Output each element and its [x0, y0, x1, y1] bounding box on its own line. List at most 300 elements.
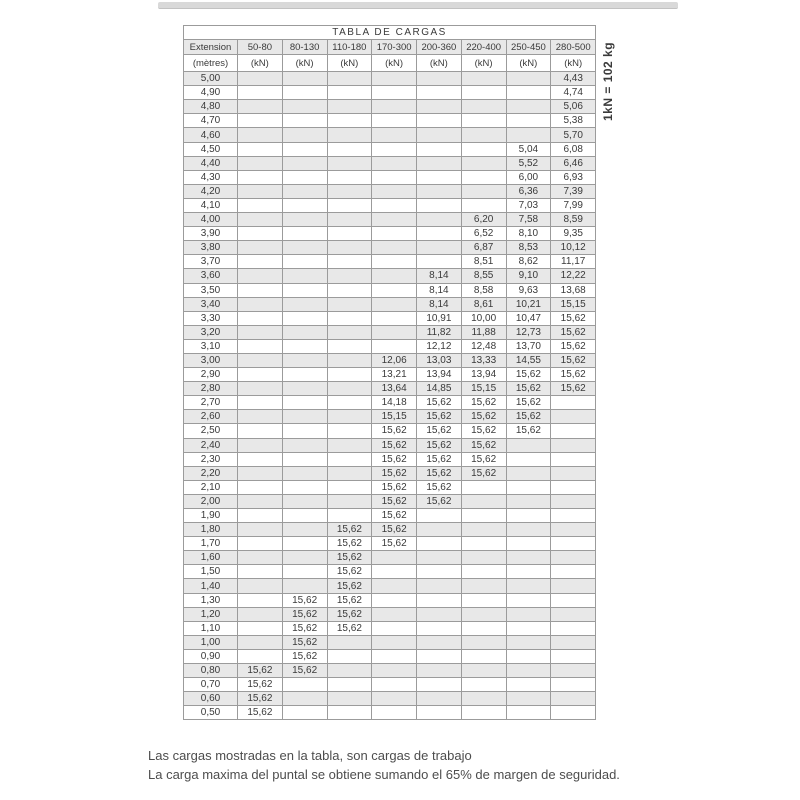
extension-cell: 2,50	[184, 424, 238, 438]
load-cell	[327, 128, 372, 142]
load-cell: 4,43	[551, 72, 596, 86]
extension-cell: 3,00	[184, 353, 238, 367]
table-row	[184, 607, 596, 621]
extension-cell: 1,20	[184, 607, 238, 621]
load-cell: 6,20	[461, 213, 506, 227]
load-cell	[372, 198, 417, 212]
extension-cell: 3,30	[184, 311, 238, 325]
load-cell: 15,62	[327, 565, 372, 579]
load-cell: 15,62	[506, 382, 551, 396]
load-cell: 8,61	[461, 297, 506, 311]
extension-cell: 1,10	[184, 621, 238, 635]
load-cell	[282, 128, 327, 142]
load-cell	[461, 551, 506, 565]
load-cell: 13,21	[372, 368, 417, 382]
load-cell	[417, 706, 462, 720]
extension-cell: 3,90	[184, 227, 238, 241]
load-cell: 8,58	[461, 283, 506, 297]
load-cell	[282, 466, 327, 480]
load-cell	[372, 142, 417, 156]
load-cell	[238, 297, 283, 311]
footnote-line-1: Las cargas mostradas en la tabla, son cargas de trabajo	[148, 748, 472, 763]
load-cell	[372, 297, 417, 311]
table-row	[184, 523, 596, 537]
load-table	[183, 25, 596, 720]
table-row	[184, 368, 596, 382]
load-cell	[461, 72, 506, 86]
extension-cell: 3,70	[184, 255, 238, 269]
load-cell: 8,53	[506, 241, 551, 255]
extension-cell: 4,40	[184, 156, 238, 170]
load-cell	[238, 368, 283, 382]
load-cell	[238, 593, 283, 607]
extension-cell: 1,60	[184, 551, 238, 565]
load-cell: 15,62	[551, 382, 596, 396]
header-extension: Extension	[184, 40, 238, 55]
table-row	[184, 156, 596, 170]
load-cell: 4,74	[551, 86, 596, 100]
load-cell	[461, 678, 506, 692]
load-cell	[327, 649, 372, 663]
table-row	[184, 579, 596, 593]
load-cell	[417, 170, 462, 184]
load-cell	[282, 311, 327, 325]
load-cell	[282, 353, 327, 367]
load-cell: 8,14	[417, 283, 462, 297]
load-cell	[238, 551, 283, 565]
load-cell: 15,62	[372, 523, 417, 537]
load-cell	[238, 480, 283, 494]
extension-cell: 1,50	[184, 565, 238, 579]
load-cell: 15,62	[506, 410, 551, 424]
load-cell	[417, 593, 462, 607]
load-cell	[372, 635, 417, 649]
load-cell	[506, 509, 551, 523]
load-cell	[461, 170, 506, 184]
load-cell	[238, 114, 283, 128]
extension-cell: 5,00	[184, 72, 238, 86]
load-cell	[238, 353, 283, 367]
load-cell: 15,62	[506, 396, 551, 410]
load-cell	[372, 213, 417, 227]
load-cell	[461, 480, 506, 494]
load-cell: 12,22	[551, 269, 596, 283]
load-cell	[282, 339, 327, 353]
footnote-line-2: La carga maxima del puntal se obtiene sumando el 65% de margen de seguridad.	[148, 767, 620, 782]
header-unit: (kN)	[327, 55, 372, 72]
load-cell	[282, 100, 327, 114]
table-row	[184, 438, 596, 452]
load-cell: 6,52	[461, 227, 506, 241]
load-cell: 13,03	[417, 353, 462, 367]
load-cell	[282, 283, 327, 297]
load-cell	[417, 72, 462, 86]
extension-cell: 4,30	[184, 170, 238, 184]
load-cell	[506, 621, 551, 635]
extension-cell: 4,70	[184, 114, 238, 128]
footnotes	[148, 746, 620, 784]
load-cell: 15,62	[372, 452, 417, 466]
load-cell	[372, 325, 417, 339]
table-row	[184, 283, 596, 297]
extension-cell: 2,20	[184, 466, 238, 480]
extension-cell: 2,70	[184, 396, 238, 410]
load-cell	[327, 227, 372, 241]
load-cell	[461, 100, 506, 114]
load-cell	[551, 410, 596, 424]
load-cell	[327, 114, 372, 128]
load-cell	[506, 537, 551, 551]
extension-cell: 0,80	[184, 664, 238, 678]
load-cell	[282, 255, 327, 269]
load-cell: 13,68	[551, 283, 596, 297]
extension-cell: 3,40	[184, 297, 238, 311]
load-cell: 15,62	[372, 537, 417, 551]
load-cell	[327, 170, 372, 184]
load-cell	[282, 72, 327, 86]
load-cell	[417, 523, 462, 537]
load-cell	[282, 156, 327, 170]
load-cell: 15,62	[327, 607, 372, 621]
load-cell: 8,51	[461, 255, 506, 269]
table-row	[184, 424, 596, 438]
load-cell	[551, 452, 596, 466]
load-cell: 15,15	[551, 297, 596, 311]
load-cell: 7,39	[551, 184, 596, 198]
table-title-row	[184, 26, 596, 40]
load-cell	[506, 649, 551, 663]
load-cell	[506, 607, 551, 621]
extension-cell: 2,30	[184, 452, 238, 466]
load-cell	[417, 114, 462, 128]
load-cell: 15,15	[461, 382, 506, 396]
load-cell	[327, 438, 372, 452]
load-cell	[372, 551, 417, 565]
load-cell	[506, 593, 551, 607]
table-row	[184, 170, 596, 184]
load-cell: 15,62	[551, 325, 596, 339]
load-cell	[551, 621, 596, 635]
load-cell	[372, 128, 417, 142]
load-cell	[417, 565, 462, 579]
extension-cell: 4,90	[184, 86, 238, 100]
extension-cell: 2,10	[184, 480, 238, 494]
load-cell	[551, 593, 596, 607]
load-cell	[372, 255, 417, 269]
load-cell	[461, 494, 506, 508]
header-range: 220-400	[461, 40, 506, 55]
load-cell: 8,14	[417, 269, 462, 283]
load-cell	[372, 227, 417, 241]
extension-cell: 0,90	[184, 649, 238, 663]
load-cell: 13,94	[417, 368, 462, 382]
load-cell: 15,62	[327, 593, 372, 607]
load-cell	[238, 86, 283, 100]
load-cell: 5,38	[551, 114, 596, 128]
load-cell: 15,62	[461, 438, 506, 452]
header-unit: (kN)	[417, 55, 462, 72]
load-cell	[506, 678, 551, 692]
load-cell	[327, 635, 372, 649]
load-cell: 15,62	[327, 579, 372, 593]
load-cell	[372, 565, 417, 579]
load-cell: 6,87	[461, 241, 506, 255]
table-row	[184, 297, 596, 311]
load-cell: 15,62	[461, 396, 506, 410]
load-cell	[461, 537, 506, 551]
header-range: 280-500	[551, 40, 596, 55]
extension-cell: 2,00	[184, 494, 238, 508]
load-cell: 15,62	[461, 424, 506, 438]
load-cell	[372, 241, 417, 255]
load-cell: 5,70	[551, 128, 596, 142]
load-cell	[327, 424, 372, 438]
load-cell	[238, 325, 283, 339]
load-cell	[551, 664, 596, 678]
load-cell	[372, 170, 417, 184]
load-cell	[327, 100, 372, 114]
load-cell	[238, 128, 283, 142]
load-cell	[238, 649, 283, 663]
load-cell	[282, 438, 327, 452]
load-cell	[282, 579, 327, 593]
extension-cell: 4,60	[184, 128, 238, 142]
load-cell	[282, 269, 327, 283]
load-cell	[282, 565, 327, 579]
load-cell	[417, 128, 462, 142]
load-cell	[327, 706, 372, 720]
table-row	[184, 480, 596, 494]
load-cell	[417, 509, 462, 523]
load-cell	[238, 579, 283, 593]
load-cell	[551, 579, 596, 593]
load-cell	[327, 452, 372, 466]
load-cell	[551, 649, 596, 663]
load-cell: 9,63	[506, 283, 551, 297]
load-cell	[238, 410, 283, 424]
load-cell	[238, 523, 283, 537]
load-cell	[238, 100, 283, 114]
load-cell	[417, 255, 462, 269]
table-row	[184, 382, 596, 396]
load-cell	[327, 311, 372, 325]
load-cell: 12,48	[461, 339, 506, 353]
header-unit: (kN)	[238, 55, 283, 72]
load-cell	[461, 86, 506, 100]
load-cell	[282, 410, 327, 424]
load-cell	[238, 339, 283, 353]
load-cell: 8,14	[417, 297, 462, 311]
load-cell: 15,62	[282, 649, 327, 663]
load-cell	[506, 100, 551, 114]
header-row-units	[184, 55, 596, 72]
load-cell: 15,62	[417, 410, 462, 424]
load-cell: 15,62	[372, 509, 417, 523]
load-cell	[506, 86, 551, 100]
load-cell: 15,62	[551, 311, 596, 325]
load-cell: 8,62	[506, 255, 551, 269]
load-cell: 15,62	[372, 438, 417, 452]
load-cell	[282, 86, 327, 100]
load-cell	[551, 565, 596, 579]
load-cell	[461, 198, 506, 212]
load-cell	[551, 692, 596, 706]
load-cell: 15,62	[461, 452, 506, 466]
load-cell	[327, 297, 372, 311]
header-range: 250-450	[506, 40, 551, 55]
load-cell	[417, 678, 462, 692]
load-cell: 12,06	[372, 353, 417, 367]
load-cell	[327, 269, 372, 283]
load-cell	[461, 142, 506, 156]
extension-cell: 3,50	[184, 283, 238, 297]
load-cell: 12,12	[417, 339, 462, 353]
load-table-container	[183, 25, 596, 720]
load-cell	[506, 523, 551, 537]
table-row	[184, 339, 596, 353]
load-cell: 7,99	[551, 198, 596, 212]
load-cell	[238, 452, 283, 466]
load-cell	[238, 466, 283, 480]
header-unit: (kN)	[461, 55, 506, 72]
load-cell: 15,62	[417, 438, 462, 452]
load-cell	[372, 184, 417, 198]
load-cell: 5,04	[506, 142, 551, 156]
load-cell	[372, 706, 417, 720]
load-cell	[238, 382, 283, 396]
load-cell	[372, 283, 417, 297]
load-cell	[282, 382, 327, 396]
table-row	[184, 621, 596, 635]
load-cell	[551, 396, 596, 410]
header-range: 200-360	[417, 40, 462, 55]
load-cell	[372, 269, 417, 283]
load-cell	[282, 184, 327, 198]
load-cell: 15,15	[372, 410, 417, 424]
table-row	[184, 706, 596, 720]
header-row-ranges	[184, 40, 596, 55]
load-cell	[461, 509, 506, 523]
top-divider-bar	[158, 2, 678, 9]
load-cell	[461, 184, 506, 198]
load-cell	[551, 424, 596, 438]
load-cell: 15,62	[238, 706, 283, 720]
load-cell: 10,12	[551, 241, 596, 255]
load-cell: 15,62	[417, 466, 462, 480]
load-cell	[417, 142, 462, 156]
header-unit: (kN)	[282, 55, 327, 72]
load-cell	[506, 635, 551, 649]
load-cell	[327, 664, 372, 678]
table-row	[184, 509, 596, 523]
table-row	[184, 114, 596, 128]
load-cell	[327, 86, 372, 100]
load-cell: 15,62	[417, 396, 462, 410]
load-cell	[417, 579, 462, 593]
extension-cell: 1,00	[184, 635, 238, 649]
table-row	[184, 452, 596, 466]
load-cell	[282, 114, 327, 128]
load-cell: 15,62	[417, 452, 462, 466]
load-cell	[506, 452, 551, 466]
load-cell	[372, 607, 417, 621]
load-cell: 13,33	[461, 353, 506, 367]
load-cell	[238, 438, 283, 452]
table-row	[184, 128, 596, 142]
load-cell	[282, 706, 327, 720]
load-cell: 15,62	[327, 537, 372, 551]
extension-cell: 1,40	[184, 579, 238, 593]
extension-cell: 4,10	[184, 198, 238, 212]
load-cell	[506, 565, 551, 579]
load-cell	[417, 213, 462, 227]
table-row	[184, 142, 596, 156]
load-cell	[238, 509, 283, 523]
load-cell	[238, 227, 283, 241]
load-cell	[417, 100, 462, 114]
load-cell	[506, 114, 551, 128]
load-cell: 6,93	[551, 170, 596, 184]
load-cell	[327, 142, 372, 156]
load-cell	[282, 452, 327, 466]
load-cell: 15,62	[417, 494, 462, 508]
load-cell: 15,62	[551, 339, 596, 353]
header-range: 170-300	[372, 40, 417, 55]
table-row	[184, 325, 596, 339]
load-cell	[551, 537, 596, 551]
load-cell	[372, 311, 417, 325]
load-cell: 15,62	[372, 480, 417, 494]
load-cell	[327, 382, 372, 396]
load-cell	[372, 156, 417, 170]
load-cell	[417, 692, 462, 706]
load-cell	[551, 678, 596, 692]
load-cell	[461, 621, 506, 635]
load-cell: 12,73	[506, 325, 551, 339]
load-cell	[327, 339, 372, 353]
load-cell: 15,62	[551, 368, 596, 382]
load-cell	[282, 692, 327, 706]
table-row	[184, 565, 596, 579]
header-range: 80-130	[282, 40, 327, 55]
load-cell	[461, 114, 506, 128]
load-cell	[372, 579, 417, 593]
load-cell: 11,17	[551, 255, 596, 269]
load-cell: 9,35	[551, 227, 596, 241]
load-cell: 7,58	[506, 213, 551, 227]
load-cell	[282, 142, 327, 156]
load-cell	[282, 678, 327, 692]
load-cell: 13,94	[461, 368, 506, 382]
load-cell: 9,10	[506, 269, 551, 283]
load-cell: 15,62	[461, 466, 506, 480]
header-unit: (kN)	[372, 55, 417, 72]
table-row	[184, 100, 596, 114]
table-row	[184, 551, 596, 565]
load-cell	[461, 579, 506, 593]
load-cell	[282, 368, 327, 382]
load-cell	[417, 227, 462, 241]
load-cell: 15,62	[506, 368, 551, 382]
load-cell	[282, 227, 327, 241]
load-cell: 8,55	[461, 269, 506, 283]
load-cell	[461, 565, 506, 579]
load-cell	[372, 664, 417, 678]
extension-cell: 3,60	[184, 269, 238, 283]
load-cell: 15,62	[417, 424, 462, 438]
load-cell	[327, 184, 372, 198]
load-cell	[238, 283, 283, 297]
